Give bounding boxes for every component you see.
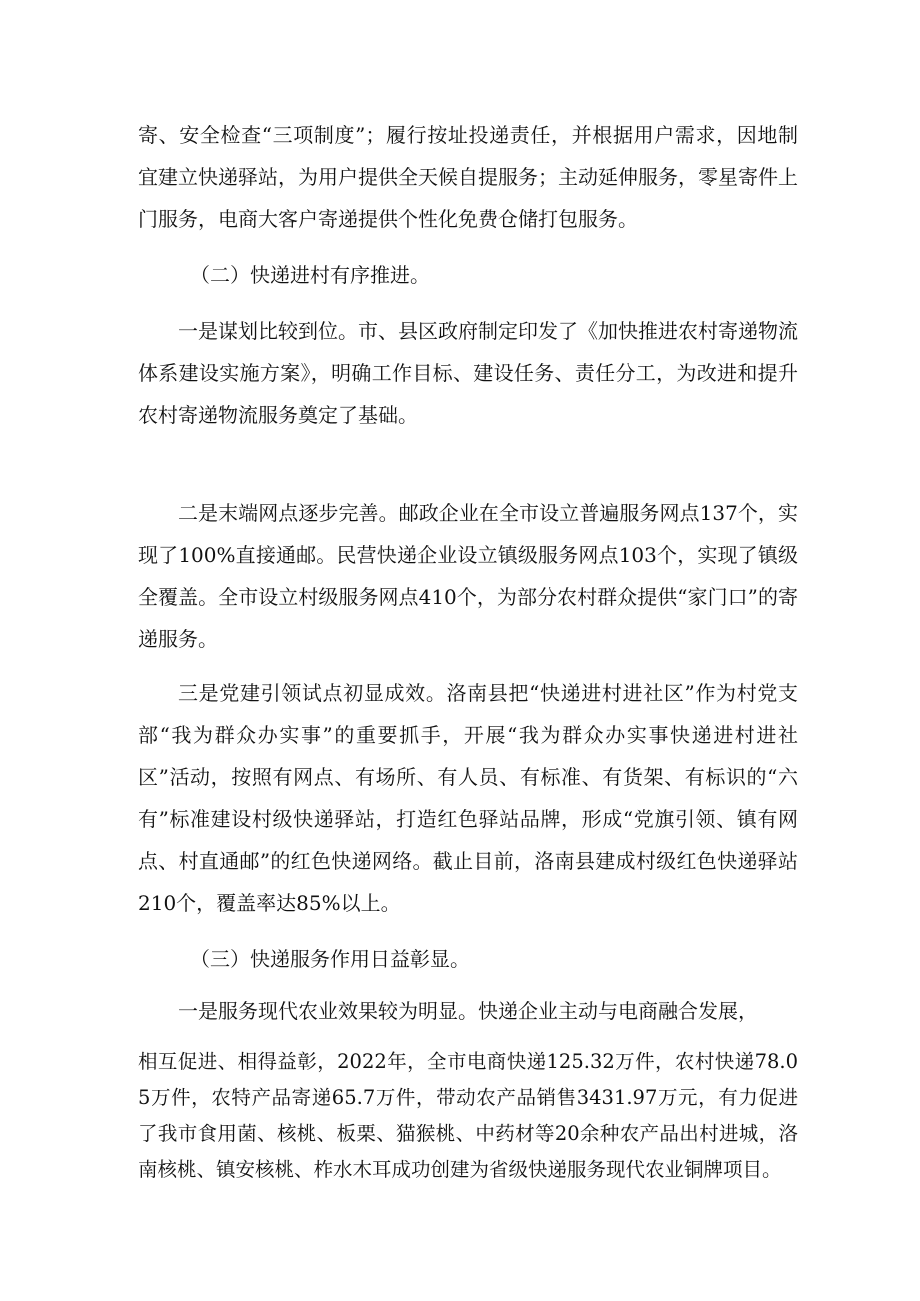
paragraph-party-building: 三是党建引领试点初显成效。洛南县把“快递进村进社区”作为村党支部“我为群众办实事”的重要抓手，开展“我为群众办实事快递进村进社区”活动，按照有网点、有场所、有人员、有标准、有货架、有标识的“六有”标准建设村级快递驿站，打造红色驿站品牌，形成“党旗引领、镇有网点、村直通邮”的红色快递网络。截止目前，洛南县建成村级红色快递驿站210个，覆盖率达85%以上。 bbox=[138, 681, 798, 915]
section-heading-3: （三）快递服务作用日益彰显。 bbox=[190, 947, 470, 971]
paragraph-planning: 一是谋划比较到位。市、县区政府制定印发了《加快推进农村寄递物流体系建设实施方案》，明确工作目标、建设任务、责任分工，为改进和提升农村寄递物流服务奠定了基础。 bbox=[138, 319, 798, 427]
paragraph-delivery-services: 寄、安全检查“三项制度”；履行按址投递责任，并根据用户需求，因地制宜建立快递驿站，为用户提供全天候自提服务；主动延伸服务，零星寄件上门服务，电商大客户寄递提供个性化免费仓储打包服务。 bbox=[138, 123, 798, 231]
section-heading-2: （二）快递进村有序推进。 bbox=[190, 263, 430, 287]
paragraph-statistics: 相互促进、相得益彰，2022年，全市电商快递125.32万件，农村快递78.05万件，农特产品寄递65.7万件，带动农产品销售3431.97万元，有力促进了我市食用菌、核桃、板栗、猫猴桃、中药材等20余种农产品出村进城，洛南核桃、镇安核桃、柞水木耳成功创建为省级快递服务现代农业铜牌项目。 bbox=[138, 1050, 798, 1181]
paragraph-outlets: 二是末端网点逐步完善。邮政企业在全市设立普遍服务网点137个，实现了100%直接通邮。民营快递企业设立镇级服务网点103个，实现了镇级全覆盖。全市设立村级服务网点410个，为部分农村群众提供“家门口”的寄递服务。 bbox=[138, 501, 798, 651]
paragraph-modern-agriculture: 一是服务现代农业效果较为明显。快递企业主动与电商融合发展， bbox=[178, 999, 758, 1023]
